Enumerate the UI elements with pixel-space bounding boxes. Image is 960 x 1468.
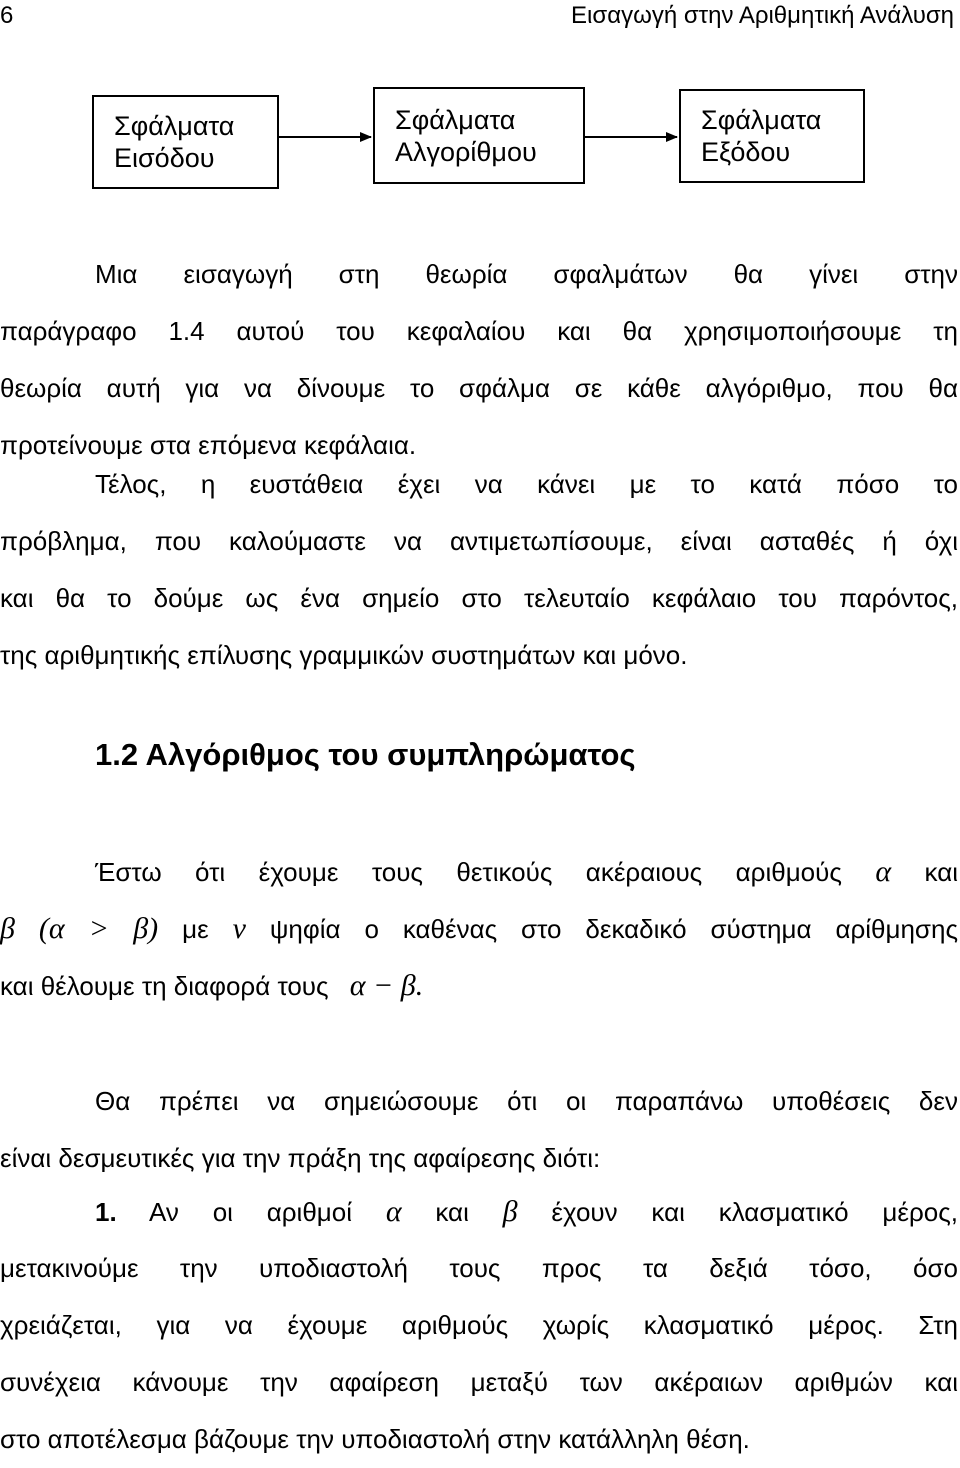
page-number: 6 [0, 2, 14, 29]
paragraph-line: Μια εισαγωγή στη θεωρία σφαλμάτων θα γίνει στην [95, 259, 958, 289]
math-beta: β [502, 1195, 518, 1228]
text-run: και [924, 857, 959, 887]
text-run: ψηφία ο καθένας στο δεκαδικό σύστημα αρίθμησης [269, 914, 958, 944]
paragraph-line [0, 900, 958, 957]
list-item-1 [0, 1183, 958, 1468]
input-box-line-2: Εισόδου [114, 143, 215, 173]
output-box-line-2: Εξόδου [701, 137, 791, 167]
paragraph-line: παράγραφο 1.4 αυτού του κεφαλαίου και θα χρησιμοποιήσουμε τη [0, 316, 958, 346]
text-run: και θέλουμε τη διαφορά τους [0, 971, 329, 1001]
paragraph-error-theory [0, 246, 958, 474]
algorithm-box-line-2: Αλγορίθμου [395, 136, 537, 167]
paragraph-line [0, 957, 958, 1014]
math-alpha: α [875, 855, 892, 888]
paragraph-line [0, 843, 958, 900]
text-run: Αν οι αριθμοί [149, 1197, 353, 1227]
paragraph-line: χρειάζεται, για να έχουμε αριθμούς χωρίς κλασματικό μέρος. Στη [0, 1310, 958, 1340]
paragraph-line: στο αποτέλεσμα βάζουμε την υποδιαστολή στην κατάλληλη θέση. [0, 1424, 750, 1454]
algorithm-errors-box [373, 87, 585, 184]
paragraph-line: πρόβλημα, που καλούμαστε να αντιμετωπίσουμε, είναι ασταθές ή όχι [0, 526, 958, 556]
math-nu: ν [232, 912, 246, 945]
text-run: έχουν και κλασματικό μέρος, [551, 1197, 958, 1227]
input-errors-box [92, 95, 279, 189]
math-difference: α − β. [349, 969, 424, 1002]
paragraph-line: και θα το δούμε ως ένα σημείο στο τελευταίο κεφάλαιο του παρόντος, [0, 583, 958, 613]
paragraph-line: συνέχεια κάνουμε την αφαίρεση μεταξύ των ακέραιων αριθμών και [0, 1367, 958, 1397]
section-title: 1.2 Αλγόριθμος του συμπληρώματος [95, 737, 636, 772]
paragraph-line: της αριθμητικής επίλυσης γραμμικών συστημάτων και μόνο. [0, 640, 688, 670]
text-run: με [182, 914, 209, 944]
paragraph-line: θεωρία αυτή για να δίνουμε το σφάλμα σε κάθε αλγόριθμο, που θα [0, 373, 958, 403]
paragraph-line: προτείνουμε στα επόμενα κεφάλαια. [0, 430, 417, 460]
paragraph-line: είναι δεσμευτικές για την πράξη της αφαίρεσης διότι: [0, 1143, 601, 1173]
text-run: και [435, 1197, 469, 1227]
running-title: Εισαγωγή στην Αριθμητική Ανάλυση [571, 2, 954, 29]
algorithm-box-line-1: Σφάλματα [395, 104, 516, 135]
input-box-line-1: Σφάλματα [114, 111, 235, 141]
text-run: Έστω ότι έχουμε τους θετικούς ακέραιους αριθμούς [95, 857, 842, 887]
paragraph-stability [0, 456, 958, 684]
output-errors-box [679, 89, 865, 183]
paragraph-assumptions [0, 843, 958, 1014]
error-flow-diagram [0, 0, 960, 200]
paragraph-line: μετακινούμε την υποδιαστολή τους προς τα δεξιά τόσο, όσο [0, 1253, 958, 1283]
output-box-line-1: Σφάλματα [701, 105, 822, 135]
paragraph-note [0, 1073, 958, 1187]
math-alpha: α [385, 1195, 402, 1228]
math-beta: β [0, 912, 15, 945]
paragraph-line [0, 1183, 958, 1240]
math-condition: (α > β) [38, 912, 159, 945]
item-number: 1. [95, 1197, 117, 1227]
paragraph-line: Θα πρέπει να σημειώσουμε ότι οι παραπάνω υποθέσεις δεν [95, 1086, 958, 1116]
paragraph-line: Τέλος, η ευστάθεια έχει να κάνει με το κατά πόσο το [95, 469, 958, 499]
